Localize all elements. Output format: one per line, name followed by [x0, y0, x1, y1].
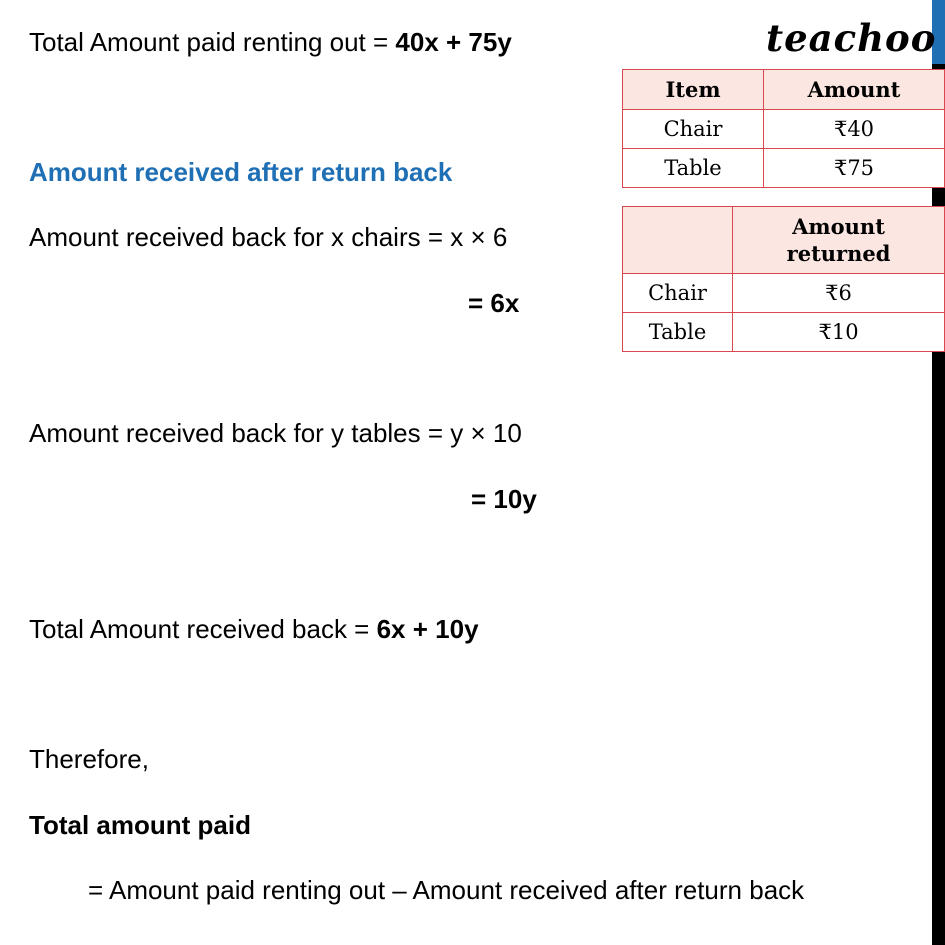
total-received-line — [29, 614, 479, 644]
table-header-cell: Amount returned — [733, 207, 945, 274]
table-cell: Chair — [623, 274, 733, 313]
table-cell: Table — [623, 149, 764, 188]
table-cell: ₹40 — [764, 110, 945, 149]
return-amount-table — [622, 206, 945, 352]
table-cell: Table — [623, 313, 733, 352]
table-cell: ₹10 — [733, 313, 945, 352]
table-header-row — [623, 207, 945, 274]
total-paid-heading-text: Total amount paid — [29, 810, 251, 840]
tables-received-line: Amount received back for y tables = y × 10 — [29, 418, 522, 448]
side-bar — [932, 64, 945, 945]
total-rent-label: Total Amount paid renting out = — [29, 27, 396, 57]
table-row — [623, 274, 945, 313]
table-row — [623, 110, 945, 149]
therefore-text: Therefore, — [29, 744, 149, 774]
total-rent-line — [29, 27, 512, 57]
table-header-row — [623, 70, 945, 110]
table-cell: ₹75 — [764, 149, 945, 188]
total-rent-value: 40x + 75y — [395, 27, 512, 57]
table-header-cell: Amount — [764, 70, 945, 110]
table-cell: ₹6 — [733, 274, 945, 313]
total-paid-formula: = Amount paid renting out – Amount received after return back — [88, 875, 805, 905]
section-heading: Amount received after return back — [29, 157, 453, 187]
total-paid-heading — [29, 810, 251, 840]
total-received-value: 6x + 10y — [376, 614, 479, 644]
rent-price-table — [622, 69, 945, 188]
total-received-label: Total Amount received back = — [29, 614, 377, 644]
brand-logo: teachoo — [766, 16, 937, 60]
table-header-cell: Item — [623, 70, 764, 110]
tables-result-value: = 10y — [471, 484, 537, 514]
table-header-cell — [623, 207, 733, 274]
table-cell: Chair — [623, 110, 764, 149]
chairs-result — [468, 288, 519, 318]
tables-result — [471, 484, 537, 514]
chairs-received-line: Amount received back for x chairs = x × 6 — [29, 222, 508, 252]
table-row — [623, 149, 945, 188]
chairs-result-value: = 6x — [468, 288, 520, 318]
table-row — [623, 313, 945, 352]
